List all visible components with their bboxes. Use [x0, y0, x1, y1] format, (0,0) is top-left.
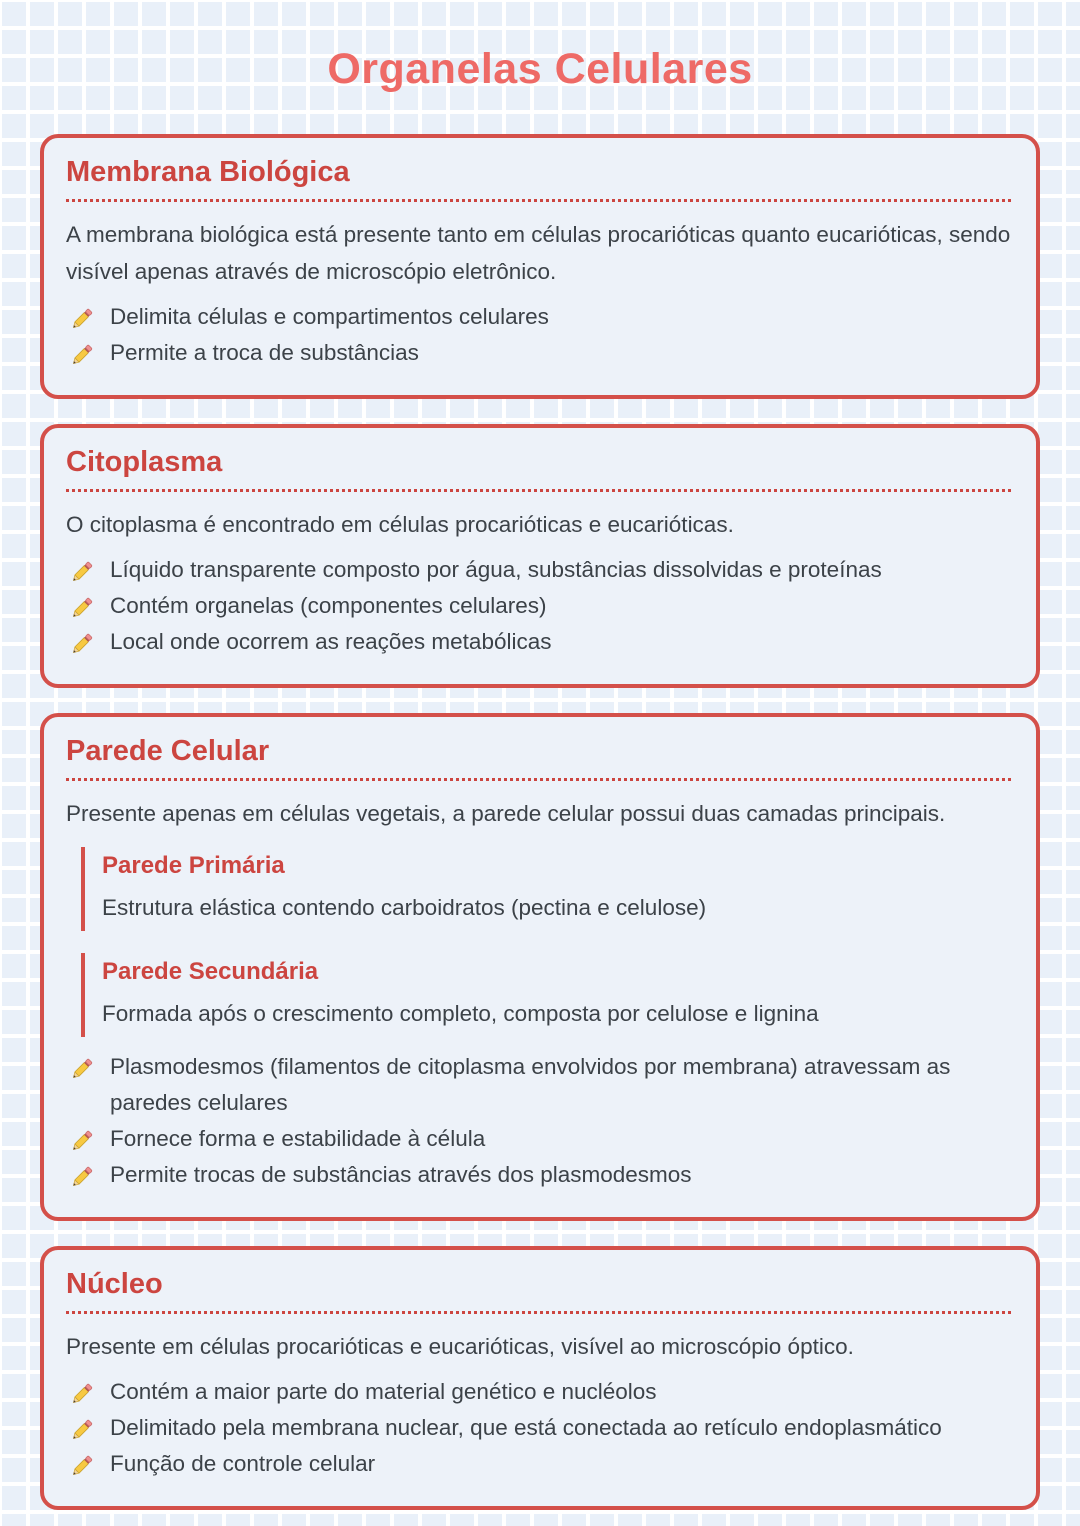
pencil-icon	[70, 1162, 97, 1189]
dotted-divider	[66, 489, 1014, 492]
bullet-text: Permite a troca de substâncias	[110, 340, 419, 365]
bullet-text: Fornece forma e estabilidade à célula	[110, 1126, 486, 1151]
dotted-divider	[66, 778, 1014, 781]
subsection-title: Parede Primária	[102, 852, 285, 879]
dotted-divider	[66, 199, 1014, 202]
bullet-item	[70, 1374, 1014, 1410]
card-description: Presente apenas em células vegetais, a parede celular possui duas camadas principais.	[66, 801, 946, 826]
pencil-icon	[70, 1451, 97, 1478]
card-description: O citoplasma é encontrado em células procarióticas e eucarióticas.	[66, 512, 734, 537]
bullet-item	[70, 1121, 1014, 1157]
bullet-item	[70, 588, 1014, 624]
pencil-icon	[70, 629, 97, 656]
bullet-text: Líquido transparente composto por água, substâncias dissolvidas e proteínas	[110, 557, 882, 582]
pencil-icon	[70, 1415, 97, 1442]
bullet-item	[70, 1157, 1014, 1193]
bullet-item	[70, 1049, 1014, 1121]
bullet-list	[66, 1374, 1014, 1482]
card-description: Presente em células procarióticas e eucarióticas, visível ao microscópio óptico.	[66, 1334, 854, 1359]
subsection-text: Estrutura elástica contendo carboidratos (pectina e celulose)	[102, 895, 707, 920]
bullet-item	[70, 335, 1014, 371]
bullet-item	[70, 1446, 1014, 1482]
subsection	[81, 847, 1014, 931]
card	[40, 1246, 1040, 1510]
pencil-icon	[70, 1054, 97, 1081]
card	[40, 424, 1040, 688]
bullet-text: Contém a maior parte do material genético e nucléolos	[110, 1379, 657, 1404]
subsection-title: Parede Secundária	[102, 958, 319, 985]
bullet-list	[66, 1049, 1014, 1193]
page-title: Organelas Celulares	[327, 45, 753, 93]
pencil-icon	[70, 557, 97, 584]
dotted-divider	[66, 1311, 1014, 1314]
pencil-icon	[70, 304, 97, 331]
bullet-item	[70, 624, 1014, 660]
bullet-text: Contém organelas (componentes celulares)	[110, 593, 547, 618]
bullet-list	[66, 299, 1014, 371]
card-title: Citoplasma	[66, 446, 223, 478]
card	[40, 134, 1040, 399]
card-title: Membrana Biológica	[66, 156, 350, 188]
pencil-icon	[70, 593, 97, 620]
bullet-text: Delimitado pela membrana nuclear, que está conectada ao retículo endoplasmático	[110, 1415, 942, 1440]
bullet-text: Plasmodesmos (filamentos de citoplasma envolvidos por membrana) atravessam as paredes celulares	[110, 1054, 951, 1115]
bullet-item	[70, 1410, 1014, 1446]
bullet-text: Função de controle celular	[110, 1451, 376, 1476]
cards-container	[40, 134, 1040, 1510]
subsection	[81, 953, 1014, 1037]
card	[40, 713, 1040, 1221]
bullet-item	[70, 299, 1014, 335]
card-description: A membrana biológica está presente tanto em células procarióticas quanto eucarióticas, sendo visível apenas através de microscópio eletrônico.	[66, 222, 1011, 284]
card-title: Núcleo	[66, 1268, 163, 1300]
bullet-list	[66, 552, 1014, 660]
card-title: Parede Celular	[66, 735, 270, 767]
bullet-item	[70, 552, 1014, 588]
bullet-text: Local onde ocorrem as reações metabólicas	[110, 629, 552, 654]
subsection-text: Formada após o crescimento completo, composta por celulose e lignina	[102, 1001, 819, 1026]
bullet-text: Delimita células e compartimentos celulares	[110, 304, 549, 329]
bullet-text: Permite trocas de substâncias através dos plasmodesmos	[110, 1162, 692, 1187]
pencil-icon	[70, 1126, 97, 1153]
pencil-icon	[70, 1379, 97, 1406]
pencil-icon	[70, 340, 97, 367]
subsections	[66, 847, 1014, 1037]
